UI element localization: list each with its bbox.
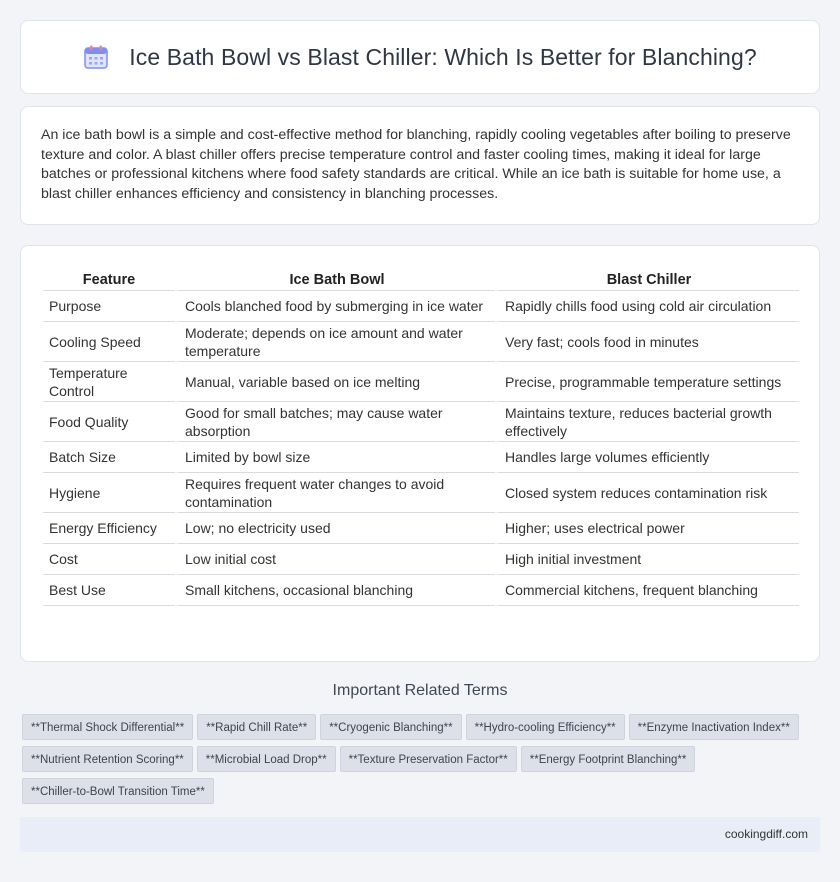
blast-chiller-cell: Rapidly chills food using cold air circulation (495, 291, 799, 322)
related-terms-list (22, 714, 822, 810)
blast-chiller-cell: Handles large volumes efficiently (495, 442, 799, 473)
related-term-tag[interactable]: **Enzyme Inactivation Index** (629, 714, 799, 740)
table-row (43, 544, 799, 575)
footer (20, 817, 820, 852)
related-term-tag[interactable]: **Thermal Shock Differential** (22, 714, 193, 740)
table-row (43, 322, 799, 362)
related-term-tag[interactable]: **Energy Footprint Blanching** (521, 746, 696, 772)
table-header-row (43, 266, 799, 291)
table-row (43, 575, 799, 606)
related-term-tag[interactable]: **Texture Preservation Factor** (340, 746, 517, 772)
intro-card (20, 106, 820, 225)
ice-bath-bowl-cell: Good for small batches; may cause water absorption (175, 402, 495, 442)
feature-cell: Food Quality (43, 402, 175, 442)
comparison-table-card (20, 245, 820, 662)
ice-bath-bowl-cell: Limited by bowl size (175, 442, 495, 473)
related-term-tag[interactable]: **Microbial Load Drop** (197, 746, 336, 772)
table-row (43, 362, 799, 402)
table-row (43, 513, 799, 544)
blast-chiller-cell: High initial investment (495, 544, 799, 575)
feature-cell: Purpose (43, 291, 175, 322)
ice-bath-bowl-cell: Cools blanched food by submerging in ice water (175, 291, 495, 322)
related-terms-title: Important Related Terms (332, 682, 508, 699)
blast-chiller-cell: Precise, programmable temperature settings (495, 362, 799, 402)
table-row (43, 473, 799, 513)
feature-cell: Hygiene (43, 473, 175, 513)
feature-cell: Temperature Control (43, 362, 175, 402)
header-feature: Feature (43, 266, 175, 291)
ice-bath-bowl-cell: Small kitchens, occasional blanching (175, 575, 495, 606)
blast-chiller-cell: Maintains texture, reduces bacterial growth effectively (495, 402, 799, 442)
related-term-tag[interactable]: **Cryogenic Blanching** (320, 714, 461, 740)
related-term-tag[interactable]: **Chiller-to-Bowl Transition Time** (22, 778, 214, 804)
feature-cell: Cost (43, 544, 175, 575)
feature-cell: Batch Size (43, 442, 175, 473)
blast-chiller-cell: Closed system reduces contamination risk (495, 473, 799, 513)
feature-cell: Cooling Speed (43, 322, 175, 362)
blast-chiller-cell: Commercial kitchens, frequent blanching (495, 575, 799, 606)
intro-text: An ice bath bowl is a simple and cost-effective method for blanching, rapidly cooling vegetables after boiling to preserve texture and color. A blast chiller offers precise temperature control and faster cooling times, making it ideal for large batches or professional kitchens where food safety standards are critical. While an ice bath is suitable for home use, a blast chiller enhances efficiency and consistency in blanching processes. (41, 127, 791, 202)
related-term-tag[interactable]: **Hydro-cooling Efficiency** (466, 714, 625, 740)
header-ice-bath-bowl: Ice Bath Bowl (175, 266, 495, 291)
feature-cell: Energy Efficiency (43, 513, 175, 544)
ice-bath-bowl-cell: Requires frequent water changes to avoid contamination (175, 473, 495, 513)
calendar-icon (83, 44, 109, 70)
feature-cell: Best Use (43, 575, 175, 606)
blast-chiller-cell: Higher; uses electrical power (495, 513, 799, 544)
ice-bath-bowl-cell: Manual, variable based on ice melting (175, 362, 495, 402)
table-row (43, 442, 799, 473)
related-term-tag[interactable]: **Nutrient Retention Scoring** (22, 746, 193, 772)
blast-chiller-cell: Very fast; cools food in minutes (495, 322, 799, 362)
table-row (43, 402, 799, 442)
ice-bath-bowl-cell: Moderate; depends on ice amount and water temperature (175, 322, 495, 362)
header-blast-chiller: Blast Chiller (495, 266, 799, 291)
comparison-table (43, 266, 799, 606)
ice-bath-bowl-cell: Low; no electricity used (175, 513, 495, 544)
footer-site[interactable]: cookingdiff.com (724, 827, 808, 841)
related-term-tag[interactable]: **Rapid Chill Rate** (197, 714, 316, 740)
title-card (20, 20, 820, 94)
page-title: Ice Bath Bowl vs Blast Chiller: Which Is Better for Blanching? (129, 43, 757, 70)
ice-bath-bowl-cell: Low initial cost (175, 544, 495, 575)
table-row (43, 291, 799, 322)
